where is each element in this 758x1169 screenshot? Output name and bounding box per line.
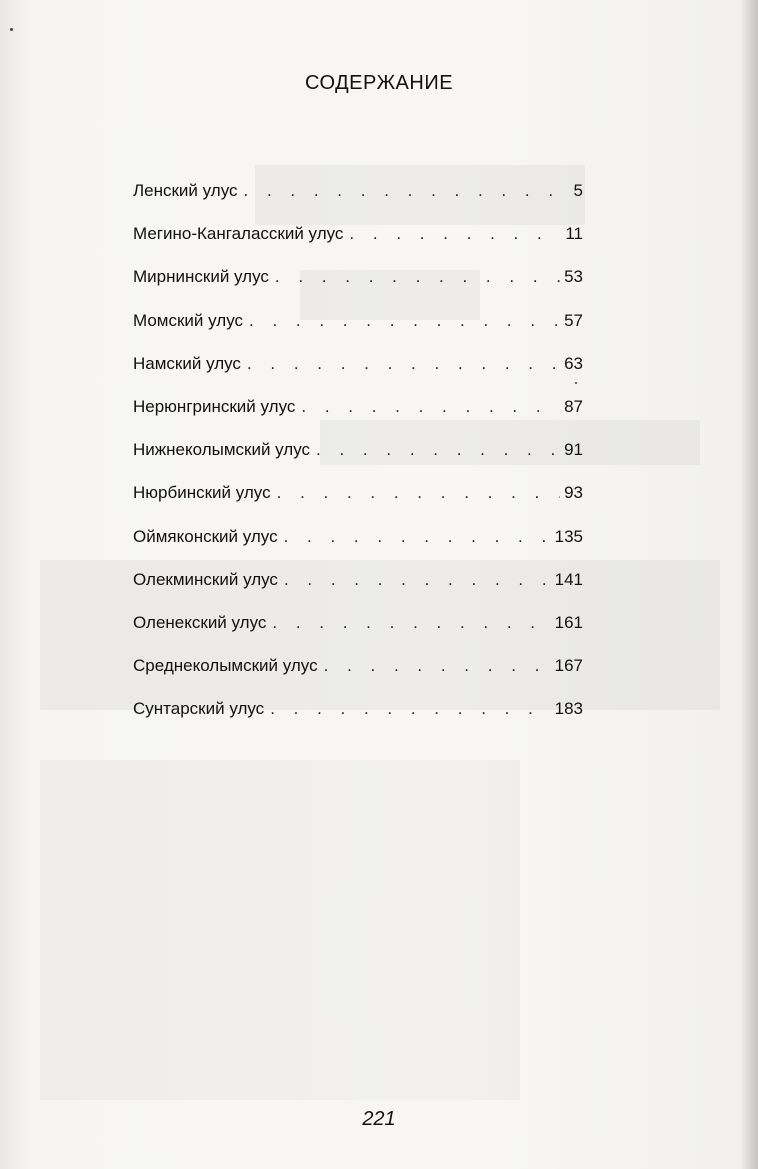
toc-leader-dots [249,308,560,334]
toc-entry-label: Сунтарский улус [133,699,265,719]
toc-entry-label: Нерюнгринский улус [133,396,296,416]
toc-entry-page: 93 [564,483,583,503]
toc-entry-page: 167 [554,656,583,676]
toc-entry [133,480,583,523]
page-edge-shadow [740,0,758,1169]
toc-entry [133,351,583,394]
toc-leader-dots [324,653,551,679]
table-of-contents [133,178,583,739]
toc-entry-page: 11 [565,224,583,244]
toc-leader-dots [284,524,551,550]
toc-entry-page: 87 [564,396,583,416]
toc-entry [133,394,583,437]
toc-leader-dots [301,394,560,420]
toc-entry [133,696,583,739]
toc-entry-page: 135 [554,526,583,546]
toc-entry [133,610,583,653]
toc-entry [133,264,583,307]
toc-entry [133,308,583,351]
toc-entry [133,653,583,696]
print-speck [10,28,13,31]
toc-entry-label: Ленский улус [133,181,238,200]
toc-leader-dots [272,610,550,636]
toc-entry-page: 63 [564,353,583,373]
page-title-text: СОДЕРЖАНИЕ [304,72,454,94]
print-speck [575,382,577,384]
toc-entry-page: 161 [554,612,583,632]
toc-entry-page: 57 [564,310,583,330]
toc-entry-label: Момский улус [133,310,244,330]
toc-leader-dots [349,221,561,247]
toc-leader-dots [284,567,551,593]
toc-entry-page: 5 [573,181,583,200]
toc-entry [133,221,583,264]
toc-leader-dots [277,480,560,506]
toc-entry-page: 141 [554,569,583,589]
toc-leader-dots [316,437,560,463]
bleed-through-block [40,760,520,1100]
toc-entry-page: 91 [564,440,583,460]
toc-entry-label: Оймяконский улус [133,526,278,546]
toc-leader-dots [275,264,560,290]
toc-entry-page: 53 [564,267,583,287]
toc-entry-label: Мирнинский улус [133,267,269,287]
toc-entry-label: Нижнеколымский улус [133,440,311,460]
toc-leader-dots [247,351,560,377]
page-number: 221 [362,1108,396,1130]
toc-entry-label: Мегино-Кангаласский улус [133,224,344,244]
toc-entry-label: Нюрбинский улус [133,483,271,503]
toc-entry-label: Оленекский улус [133,612,267,632]
toc-entry [133,437,583,480]
toc-entry-label: Среднеколымский улус [133,656,318,676]
toc-entry [133,567,583,610]
toc-entry [133,524,583,567]
toc-entry [133,178,583,221]
toc-entry-page: 183 [554,699,583,719]
page-title [0,72,758,95]
toc-leader-dots [244,178,570,204]
toc-entry-label: Намский улус [133,353,241,373]
toc-entry-label: Олекминский улус [133,569,278,589]
toc-leader-dots [270,696,550,722]
